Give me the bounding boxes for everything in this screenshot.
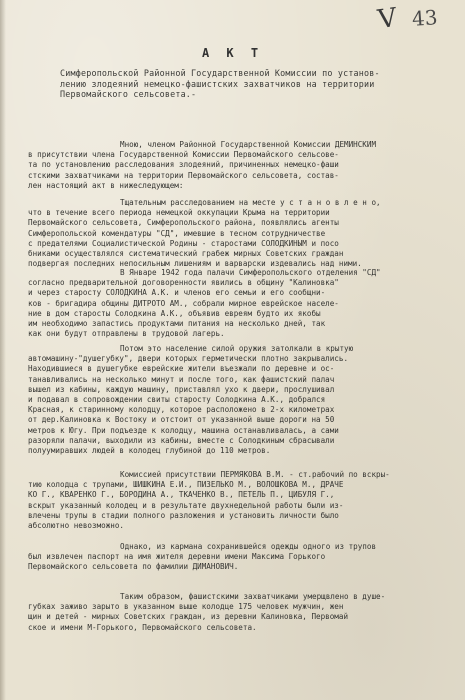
paragraph-line: Симферопольской комендатуры "СД", имевшие в тесном сотрудничестве	[28, 228, 326, 238]
paragraph-line: согласно предварительной договоренности явились в общину "Калиновка"	[28, 278, 339, 288]
paragraph-line: танавливались на несколько минут и после того, как фашистский палач	[28, 374, 335, 384]
paragraph-gas-van	[28, 344, 438, 456]
paragraph-line: влечены трупы в стадии полного разложения и установить личности было	[28, 510, 339, 520]
paragraph-line: щин и детей - мирных Советских граждан, из деревни Калиновка, Первомай	[28, 612, 349, 622]
paragraph-line: Первомайского сельсовета, Симферопольского района, появлялись агенты	[28, 218, 339, 228]
paragraph-intro	[28, 140, 438, 191]
paragraph-line: бниками осуществлялся систематический грабеж мирных Советских граждан	[28, 249, 344, 259]
header-line: лению злодеяний немецко-фашистских захватчиков на территории	[60, 78, 375, 89]
paragraph-line: лен настоящий акт в нижеследующем:	[28, 180, 184, 190]
handwritten-check-mark: V	[376, 2, 399, 36]
paragraph-line: Потом это население силой оружия затолкали в крытую	[120, 344, 354, 353]
header-line: Симферопольской Районной Государственной Комиссии по установ-	[60, 68, 380, 78]
paragraph-line: разоряли палачи, выходили из кабины, вместе с Солодкиным сбрасывали	[28, 435, 335, 445]
document-title: А К Т	[201, 46, 264, 60]
paragraph-line: был извлечен паспорт на имя жителя деревни имени Максима Горького	[28, 552, 326, 562]
paragraph-line: и подавал в сопровождении свиты старосту Солодкина А.К., добрался	[28, 395, 326, 405]
paragraph-line: полуумиравших людей в колодец глубиной до 110 метров.	[28, 446, 271, 456]
header-line: Первомайского сельсовета.-	[60, 89, 197, 99]
paragraph-line: Находившиеся в душегубке еврейские жители въезжали по деревне и ос-	[28, 364, 335, 374]
page-edge-shadow	[0, 0, 6, 700]
handwritten-page-number: 43	[411, 5, 439, 31]
paragraph-line: Тщательным расследованием на месте у с т а н о в л е н о,	[120, 198, 381, 207]
paragraph-line: вскрыт указанный колодец и в результате двухнедельной работы были из-	[28, 500, 344, 510]
paragraph-conclusion	[28, 592, 438, 633]
paragraph-line: подвергая последних непосильным лишениям и варварски издевались над ними.	[28, 259, 362, 269]
paragraph-passport	[28, 542, 438, 573]
paragraph-line: им необходимо запастись продуктами питания на несколько дней, так	[28, 319, 326, 329]
paragraph-line: ние в дом старосты Солодкина А.К., объявив евреям будто их якобы	[28, 308, 321, 318]
paragraph-line: автомашину-"душегубку", двери которых герметически плотно закрывались.	[28, 354, 349, 364]
paragraph-line: и через старосту СОЛОДКИНА А.К. и членов его семьи и его сообщни-	[28, 288, 326, 298]
paragraph-line: Мною, членом Районной Государственной Комиссии ДЕМИНСКИМ	[120, 140, 377, 149]
paragraph-january-1942	[28, 268, 438, 339]
paragraph-line: КО Г., КВАРЕНКО Г., БОРОДИНА А., ТКАЧЕНКО В., ПЕТЕЛЬ П., ЦИБУЛЯ Г.,	[28, 490, 335, 500]
paragraph-line: с предателями Социалистической Родины - старостами СОЛОДКИНЫМ и посо	[28, 238, 339, 248]
paragraph-line: метров к Югу. При подъезде к колодцу, машина останавливалась, а сами	[28, 425, 339, 435]
paragraph-line: губках заживо зарыто в указанном выше колодце 175 человек мужчин, жен	[28, 602, 344, 612]
paragraph-line: Первомайского сельсовета по фамилии ДИМАНОВИЧ.	[28, 562, 239, 572]
paragraph-line: что в течение всего периода немецкой оккупации Крыма на территории	[28, 208, 330, 218]
paragraph-line: В Январе 1942 года палачи Симферопольского отделения "СД"	[120, 268, 381, 277]
paragraph-line: та по установлению расследования злодеяний, причиненных немецко-фаши	[28, 160, 339, 170]
paragraph-line: Красная, к старинному колодцу, которое расположено в 2-х километрах	[28, 405, 335, 415]
paragraph-line: от дер.Калиновка к Востоку и отстоит от указанной выше дороги на 50	[28, 415, 335, 425]
paragraph-line: абсолютно невозможно.	[28, 521, 125, 531]
paragraph-investigation	[28, 198, 438, 269]
paragraph-commission	[28, 470, 438, 531]
paragraph-line: как они будут отправлены в трудовой лагерь.	[28, 329, 225, 339]
paragraph-line: тию колодца с трупами, ШИШКИНА Е.И., ПИЗЕЛЬКО М., ВОЛОШКОВА М., ДРАЧЕ	[28, 480, 344, 490]
paragraph-line: Комиссией присутствии ПЕРМЯКОВА В.М. - ст.рабочий по вскры-	[120, 470, 390, 479]
paragraph-line: ков - бригадира общины ДИТРОТО АМ., собрали мирное еврейское населе-	[28, 298, 339, 308]
paragraph-line: ское и имени М-Горького, Первомайского сельсовета.	[28, 622, 257, 632]
paragraph-line: вышел из кабины, каждую машину, приставлял ухо к двери, прослушивал	[28, 384, 335, 394]
paragraph-line: Таким образом, фашистскими захватчиками умерщвлено в душе-	[120, 592, 386, 601]
paragraph-line: стскими захватчиками на территории Первомайского сельсовета, состав-	[28, 170, 339, 180]
paragraph-line: в присутствии члена Государственной Комиссии Первомайского сельсове-	[28, 150, 339, 160]
document-header	[60, 68, 425, 100]
paragraph-line: Однако, из кармана сохранившейся одежды одного из трупов	[120, 542, 377, 551]
